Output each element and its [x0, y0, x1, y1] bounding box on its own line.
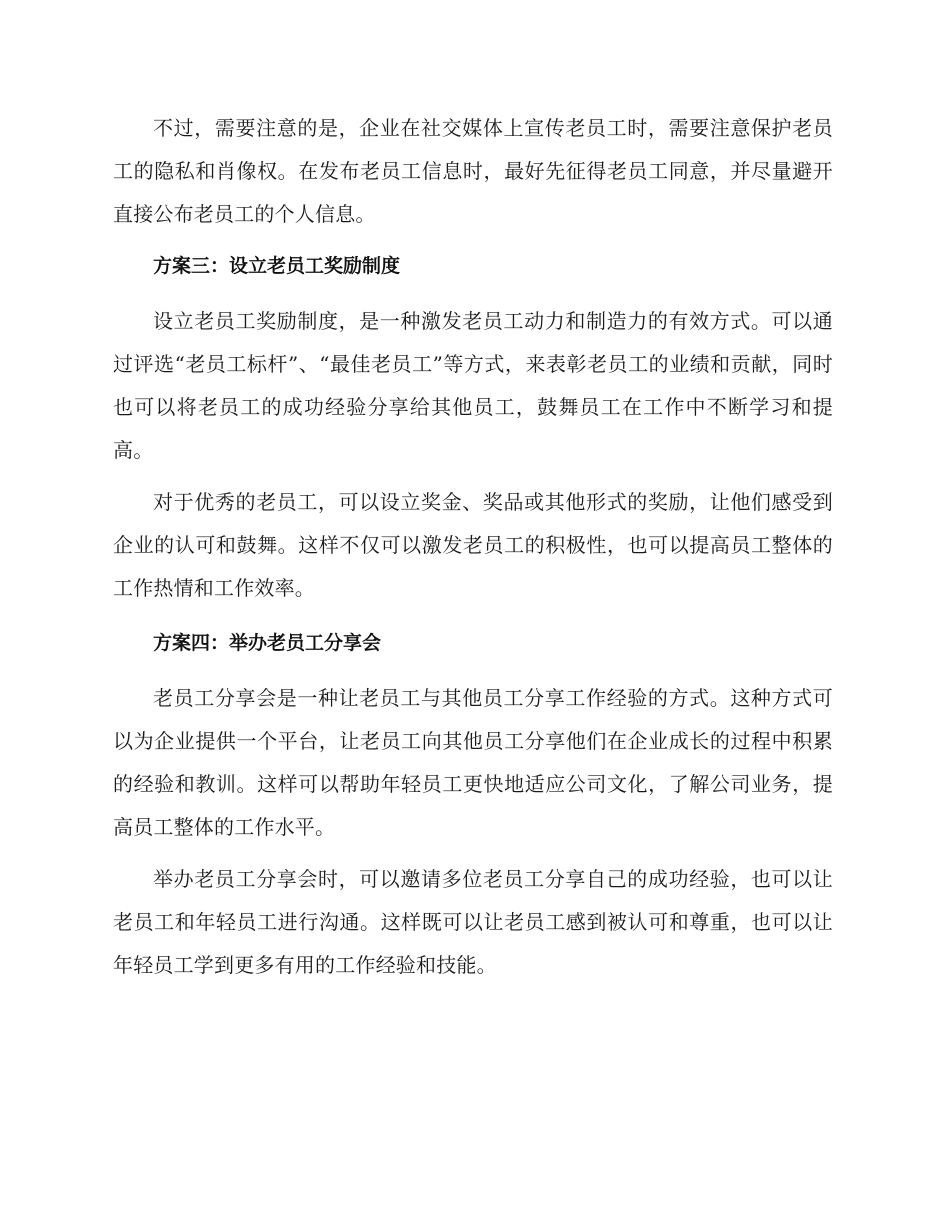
paragraph-reward-system: 设立老员工奖励制度，是一种激发老员工动力和制造力的有效方式。可以通过评选“老员工标杆”、“最佳老员工”等方式，来表彰老员工的业绩和贡献，同时也可以将老员工的成功经验分享给其他员工，鼓舞员工在工作中不断学习和提高。 — [113, 309, 833, 462]
paragraph-reward-types: 对于优秀的老员工，可以设立奖金、奖品或其他形式的奖励，让他们感受到企业的认可和鼓舞。这样不仅可以激发老员工的积极性，也可以提高员工整体的工作热情和工作效率。 — [113, 490, 833, 600]
paragraph-sharing-session: 老员工分享会是一种让老员工与其他员工分享工作经验的方式。这种方式可以为企业提供一个平台，让老员工向其他员工分享他们在企业成长的过程中积累的经验和教训。这样可以帮助年轻员工更快地适应公司文化，了解公司业务，提高员工整体的工作水平。 — [113, 686, 833, 839]
section-heading-plan-four: 方案四：举办老员工分享会 — [153, 632, 382, 654]
paragraph-sharing-session-details: 举办老员工分享会时，可以邀请多位老员工分享自己的成功经验，也可以让老员工和年轻员工进行沟通。这样既可以让老员工感到被认可和尊重，也可以让年轻员工学到更多有用的工作经验和技能。 — [113, 867, 833, 977]
section-heading-plan-three: 方案三：设立老员工奖励制度 — [153, 255, 401, 277]
paragraph-privacy-note: 不过，需要注意的是，企业在社交媒体上宣传老员工时，需要注意保护老员工的隐私和肖像权。在发布老员工信息时，最好先征得老员工同意，并尽量避开直接公布老员工的个人信息。 — [113, 116, 833, 226]
